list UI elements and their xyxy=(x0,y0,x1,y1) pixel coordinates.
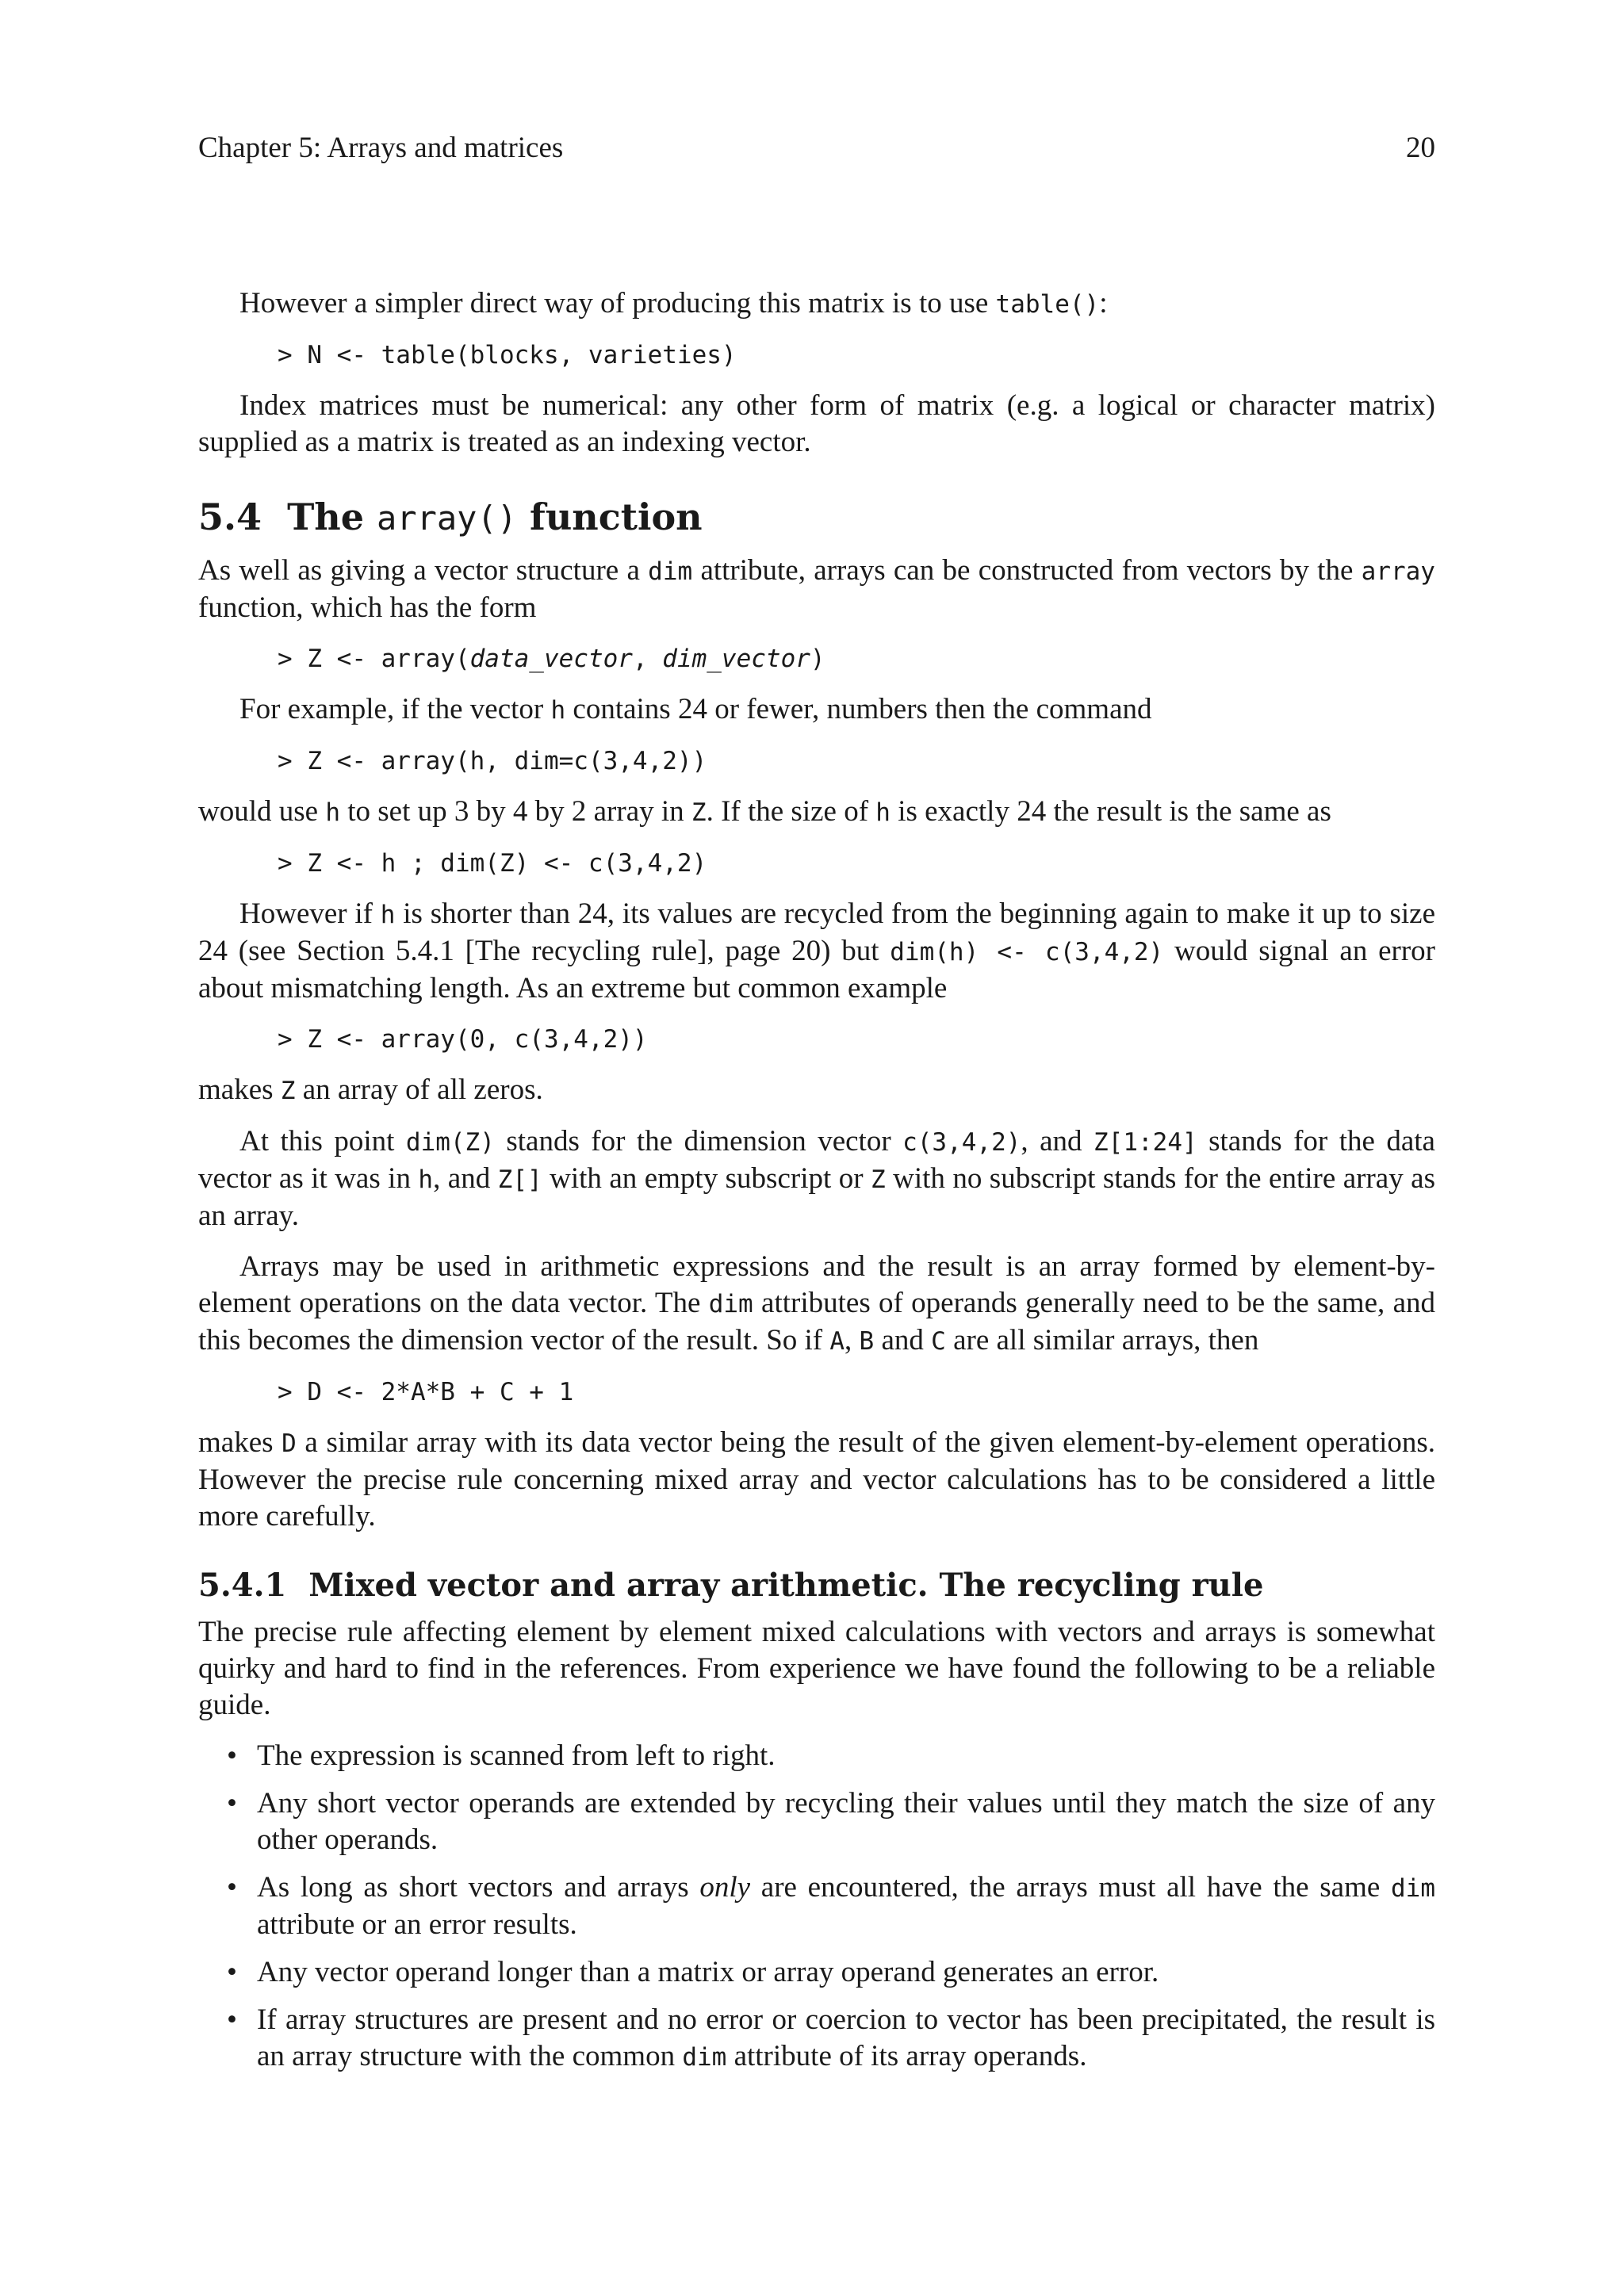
section-heading: 5.4 The array() function xyxy=(198,496,703,538)
paragraph: As well as giving a vector structure a dim attribute, arrays can be constructed from vectors by the array function, which has the form xyxy=(198,554,1435,624)
list-item: • Any vector operand longer than a matrix or array operand generates an error. xyxy=(198,1954,1435,1991)
code-example: > D <- 2*A*B + C + 1 xyxy=(278,1378,574,1406)
list-item: • If array structures are present and no error or coercion to vector has been precipitated, the result is an array structure with the common dim attribute of its array operands. xyxy=(227,2003,1435,2072)
bullet-icon: • xyxy=(227,1739,237,1772)
list-item: • Any short vector operands are extended by recycling their values until they match the size of any other operands. xyxy=(227,1787,1435,1856)
bullet-icon: • xyxy=(227,2003,237,2036)
bullet-icon: • xyxy=(227,1956,237,1988)
paragraph: would use h to set up 3 by 4 by 2 array in Z. If the size of h is exactly 24 the result is the same as xyxy=(198,795,1331,828)
paragraph: The precise rule affecting element by element mixed calculations with vectors and arrays is somewhat quirky and hard to find in the references. From experience we have found the following to be a reliable guide. xyxy=(198,1616,1435,1721)
code-example: > N <- table(blocks, varieties) xyxy=(278,341,737,369)
inline-code: table() xyxy=(995,290,1100,319)
bullet-list xyxy=(198,1738,1435,2076)
paragraph: Arrays may be used in arithmetic expressions and the result is an array formed by element-by-element operations on the data vector. The dim attributes of operands generally need to be the same, and this becomes the dimension vector of the result. So if A, B and C are all similar arrays, then xyxy=(198,1250,1435,1357)
paragraph: Index matrices must be numerical: any other form of matrix (e.g. a logical or character matrix) supplied as a matrix is treated as an indexing vector. xyxy=(198,389,1435,458)
paragraph: makes Z an array of all zeros. xyxy=(198,1073,543,1106)
bullet-icon: • xyxy=(227,1787,237,1820)
code-example: > Z <- array(h, dim=c(3,4,2)) xyxy=(278,747,707,775)
paragraph: At this point dim(Z) stands for the dimension vector c(3,4,2), and Z[1:24] stands for the data vector as it was in h, and Z[] with an empty subscript or Z with no subscript stands for the entire array as an array. xyxy=(198,1125,1435,1232)
code-example: > Z <- h ; dim(Z) <- c(3,4,2) xyxy=(278,849,707,878)
paragraph: However if h is shorter than 24, its values are recycled from the beginning again to make it up to size 24 (see Section 5.4.1 [The recycling rule], page 20) but dim(h) <- c(3,4,2) would signal an error about mismatching length. As an extreme but common example xyxy=(198,897,1435,1004)
running-head xyxy=(198,130,1435,170)
code-example: > Z <- array(0, c(3,4,2)) xyxy=(278,1025,648,1054)
list-item: • The expression is scanned from left to right. xyxy=(198,1738,1435,1774)
paragraph: makes D a similar array with its data vector being the result of the given element-by-element operations. However the precise rule concerning mixed array and vector calculations has to be considered a little more carefully. xyxy=(198,1426,1435,1533)
paragraph: However a simpler direct way of producing this matrix is to use table(): xyxy=(239,287,1108,320)
code-example: > Z <- array(data_vector, dim_vector) xyxy=(278,645,825,673)
page-body xyxy=(198,285,1435,2087)
bullet-icon: • xyxy=(227,1871,237,1904)
chapter-title: Chapter 5: Arrays and matrices xyxy=(198,132,564,164)
paragraph: For example, if the vector h contains 24 or fewer, numbers then the command xyxy=(239,693,1152,725)
page-number: 20 xyxy=(1406,132,1435,164)
list-item: • As long as short vectors and arrays only are encountered, the arrays must all have the same dim attribute or an error results. xyxy=(227,1871,1436,1941)
subsection-heading: 5.4.1 Mixed vector and array arithmetic. The recycling rule xyxy=(198,1567,1264,1604)
